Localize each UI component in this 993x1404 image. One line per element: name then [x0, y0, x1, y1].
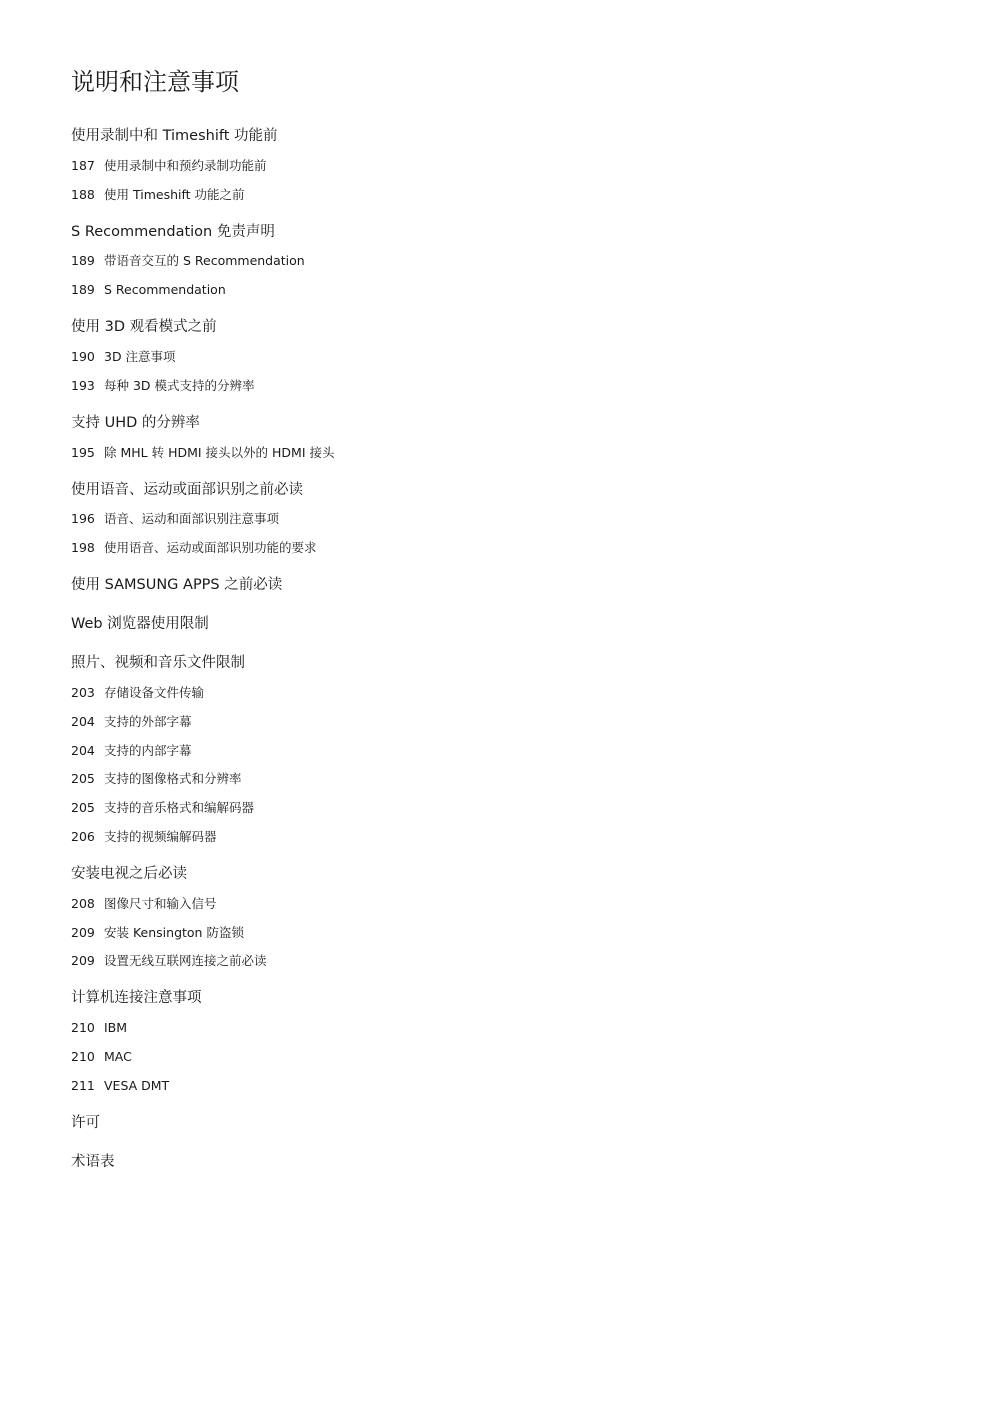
table-of-contents [71, 62, 931, 1178]
entry-page-number: 195 [71, 444, 95, 460]
toc-section [71, 568, 931, 601]
entry-title: 3D 注意事项 [104, 349, 176, 365]
toc-entry[interactable] [71, 151, 931, 180]
entry-title: 存储设备文件传输 [104, 685, 205, 701]
entry-title: 支持的视频编解码器 [104, 829, 217, 845]
toc-section [71, 1145, 931, 1178]
entry-title: 使用录制中和预约录制功能前 [104, 157, 267, 173]
section-heading[interactable]: 术语表 [71, 1153, 115, 1170]
section-heading[interactable]: 支持 UHD 的分辨率 [71, 414, 200, 431]
toc-section [71, 1106, 931, 1139]
entry-page-number: 189 [71, 253, 95, 269]
entry-page-number: 187 [71, 157, 95, 173]
toc-entry[interactable] [71, 275, 931, 304]
toc-entry[interactable] [71, 947, 931, 976]
section-heading[interactable]: 使用语音、运动或面部识别之前必读 [71, 481, 303, 498]
toc-section [71, 981, 931, 1099]
section-heading[interactable]: 使用 3D 观看模式之前 [71, 319, 217, 336]
entry-page-number: 188 [71, 186, 95, 202]
entry-page-number: 196 [71, 511, 95, 527]
toc-section [71, 119, 931, 209]
entry-title: 使用语音、运动或面部识别功能的要求 [104, 540, 317, 556]
toc-entry[interactable] [71, 533, 931, 562]
entry-page-number: 209 [71, 924, 95, 940]
toc-entry[interactable] [71, 247, 931, 276]
entry-page-number: 193 [71, 377, 95, 393]
entry-page-number: 205 [71, 771, 95, 787]
section-heading[interactable]: 安装电视之后必读 [71, 865, 187, 882]
toc-section [71, 310, 931, 400]
entry-page-number: 198 [71, 540, 95, 556]
toc-section [71, 857, 931, 975]
entry-title: 除 MHL 转 HDMI 接头以外的 HDMI 接头 [104, 444, 335, 460]
entry-page-number: 189 [71, 282, 95, 298]
entry-title: 语音、运动和面部识别注意事项 [104, 511, 280, 527]
toc-section [71, 406, 931, 467]
entry-title: IBM [104, 1020, 128, 1036]
toc-list [71, 119, 931, 1178]
entry-page-number: 205 [71, 800, 95, 816]
entry-page-number: 210 [71, 1049, 95, 1065]
toc-section [71, 473, 931, 563]
entry-page-number: 210 [71, 1020, 95, 1036]
entry-title: 安装 Kensington 防盗锁 [104, 924, 244, 940]
entry-title: 设置无线互联网连接之前必读 [104, 953, 267, 969]
toc-section [71, 215, 931, 305]
section-heading[interactable]: 使用录制中和 Timeshift 功能前 [71, 128, 278, 144]
entry-title: 支持的音乐格式和编解码器 [104, 800, 255, 816]
entry-title: MAC [104, 1049, 132, 1065]
toc-entry[interactable] [71, 822, 931, 851]
entry-page-number: 190 [71, 349, 95, 365]
toc-entry[interactable] [71, 371, 931, 400]
entry-title: 使用 Timeshift 功能之前 [104, 186, 245, 202]
entry-page-number: 206 [71, 829, 95, 845]
toc-entry[interactable] [71, 180, 931, 209]
toc-section [71, 607, 931, 640]
entry-title: VESA DMT [104, 1077, 170, 1093]
toc-entry[interactable] [71, 765, 931, 794]
entry-page-number: 204 [71, 742, 95, 758]
entry-page-number: 203 [71, 685, 95, 701]
toc-entry[interactable] [71, 1042, 931, 1071]
section-heading[interactable]: Web 浏览器使用限制 [71, 616, 209, 633]
toc-entry[interactable] [71, 736, 931, 765]
toc-entry[interactable] [71, 793, 931, 822]
toc-section [71, 646, 931, 851]
entry-title: 图像尺寸和输入信号 [104, 895, 217, 911]
entry-page-number: 204 [71, 713, 95, 729]
toc-entry[interactable] [71, 918, 931, 947]
entry-title: 支持的图像格式和分辨率 [104, 771, 242, 787]
toc-entry[interactable] [71, 678, 931, 707]
toc-entry[interactable] [71, 1013, 931, 1042]
toc-entry[interactable] [71, 438, 931, 467]
toc-entry[interactable] [71, 889, 931, 918]
toc-entry[interactable] [71, 342, 931, 371]
section-heading[interactable]: S Recommendation 免责声明 [71, 223, 275, 240]
toc-entry[interactable] [71, 707, 931, 736]
entry-title: 每种 3D 模式支持的分辨率 [104, 377, 255, 393]
entry-title: 支持的内部字幕 [104, 742, 192, 758]
toc-entry[interactable] [71, 505, 931, 534]
page-title: 说明和注意事项 [71, 68, 239, 96]
entry-page-number: 211 [71, 1077, 95, 1093]
entry-title: 支持的外部字幕 [104, 713, 192, 729]
entry-page-number: 209 [71, 953, 95, 969]
section-heading[interactable]: 照片、视频和音乐文件限制 [71, 655, 245, 672]
entry-page-number: 208 [71, 895, 95, 911]
entry-title: 带语音交互的 S Recommendation [104, 253, 305, 269]
section-heading[interactable]: 许可 [71, 1114, 100, 1131]
entry-title: S Recommendation [104, 282, 226, 298]
section-heading[interactable]: 使用 SAMSUNG APPS 之前必读 [71, 577, 283, 594]
toc-entry[interactable] [71, 1071, 931, 1100]
section-heading[interactable]: 计算机连接注意事项 [71, 990, 202, 1007]
